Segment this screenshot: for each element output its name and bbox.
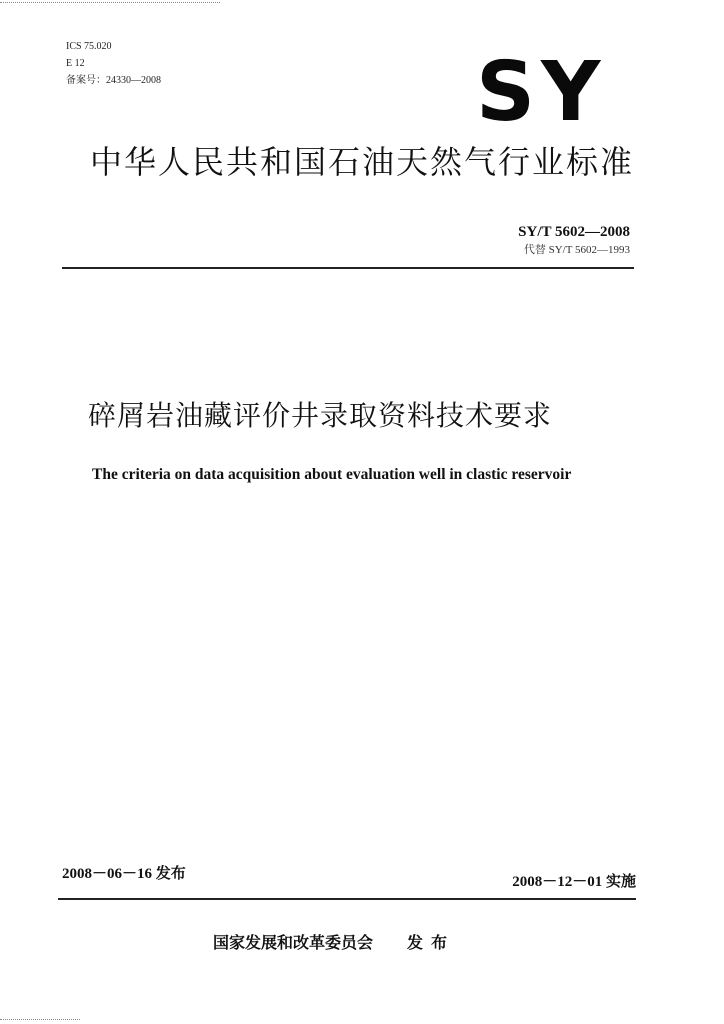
title-english: The criteria on data acquisition about evaluation well in clastic reservoir <box>92 466 572 483</box>
record-number: 备案号：24330—2008 <box>66 75 161 86</box>
scan-artifact-top <box>0 2 220 3</box>
publisher-line <box>213 932 455 954</box>
title-chinese: 碎屑岩油藏评价井录取资料技术要求 <box>88 399 553 432</box>
ics-code: ICS 75.020 <box>66 41 112 52</box>
scan-artifact-bottom <box>0 1019 80 1020</box>
standard-type-heading: 中华人民共和国石油天然气行业标准 <box>90 143 635 181</box>
publisher-name: 国家发展和改革委员会 <box>213 933 374 952</box>
classification-code: E 12 <box>66 58 85 69</box>
replaces-code: 代替 SY/T 5602—1993 <box>523 244 630 256</box>
bottom-divider <box>58 898 636 900</box>
implementation-date: 2008－12－01 实施 <box>512 874 636 890</box>
sy-logo: SY <box>476 45 607 140</box>
document-meta <box>66 38 161 89</box>
issue-date: 2008－06－16 发布 <box>62 866 186 882</box>
publish-action: 发布 <box>407 933 456 952</box>
top-divider <box>62 267 634 269</box>
standard-number-block <box>518 222 630 258</box>
standard-code: SY/T 5602—2008 <box>518 224 630 240</box>
